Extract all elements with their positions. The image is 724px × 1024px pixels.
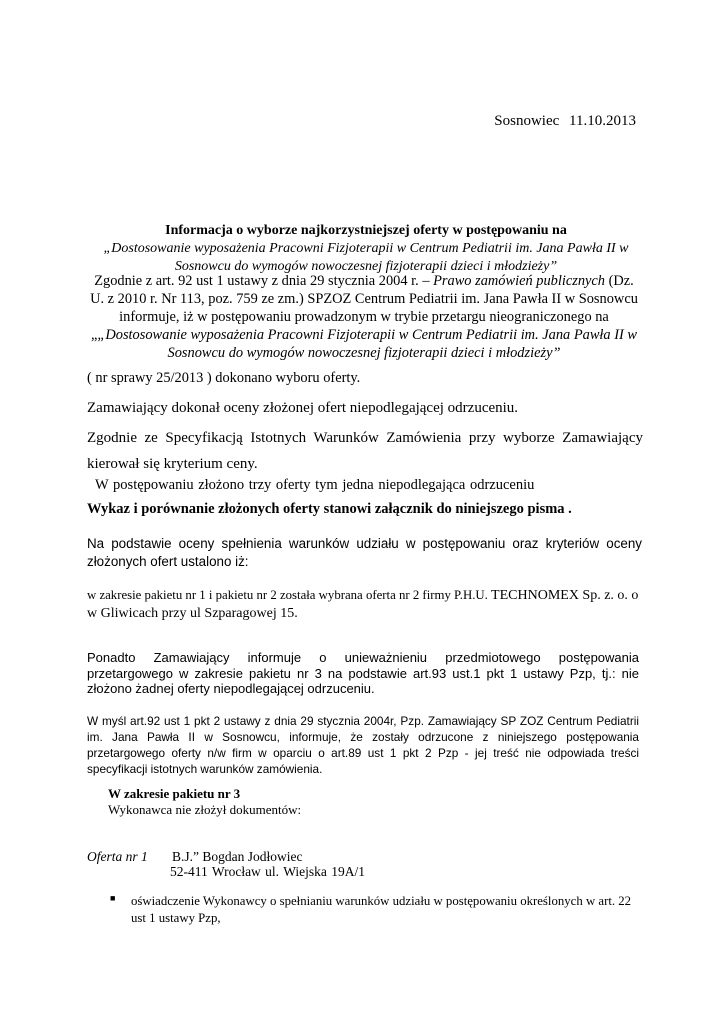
paragraph-evaluation: Zamawiający dokonał oceny złożonej ofert niepodlegającej odrzuceniu. [87,400,519,416]
intro-law-name: Prawo zamówień publicznych [433,273,605,289]
paragraph-attachment-note: Wykaz i porównanie złożonych oferty stanowi załącznik do niniejszego pisma . [87,501,572,517]
paragraph-annulment: Ponadto Zamawiający informuje o unieważnieniu przedmiotowego postępowania przetargowego w zakresie pakietu nr 3 na podstawie art.93 ust.1 pkt 1 ustawy Pzp, tj.: nie złożono żadnej oferty niepodlegającej odrzuceniu. [87,650,639,696]
case-number-line: ( nr sprawy 25/2013 ) dokonano wyboru oferty. [87,370,361,386]
intro-subject: „Dostosowanie wyposażenia Pracowni Fizjoterapii w Centrum Pediatrii im. Jana Pawła II w Sosnowcu do wymogów nowoczesnej fizjoterapii dzieci i młodzieży” [97,327,638,361]
package-3-note: Wykonawca nie złożył dokumentów: [108,802,302,817]
selected-offer-text-1: w zakresie pakietu nr 1 i pakietu nr 2 została wybrana oferta nr 2 firmy P.H.U. [87,588,492,602]
paragraph-selected-offer [87,586,639,623]
bullet-item: oświadczenie Wykonawcy o spełnianiu warunków udziału w postępowaniu określonych w art. 22 ust 1 ustawy Pzp, [131,894,632,925]
paragraph-assessment: Na podstawie oceny spełnienia warunków udziału w postępowaniu oraz kryteriów oceny złożonych ofert ustalono iż: [87,536,642,569]
intro-text-1: Zgodnie z art. 92 ust 1 ustawy z dnia 29 stycznia 2004 r. – [94,273,434,289]
offer-company-name: B.J.” Bogdan Jodłowiec [172,849,303,864]
title-subject: „Dostosowanie wyposażenia Pracowni Fizjoterapii w Centrum Pediatrii im. Jana Pawła II w Sosnowcu do wymogów nowoczesnej fizjoterapii dzieci i młodzieży” [103,241,629,274]
package-3-heading: W zakresie pakietu nr 3 [108,786,241,801]
square-bullet-icon: ■ [110,893,116,903]
paragraph-rejection: W myśl art.92 ust 1 pkt 2 ustawy z dnia 29 stycznia 2004r, Pzp. Zamawiający SP ZOZ Centrum Pediatrii im. Jana Pawła II w Sosnowcu, informuje, że zostały odrzucone z niniejszego postępowania przetargowego oferty n/w firm w oparciu o art.89 ust 1 pkt 2 Pzp - jej treść nie odpowiada treści specyfikacji istotnych warunków zamówienia. [87,714,639,776]
title-heading: Informacja o wyborze najkorzystniejszej oferty w postępowaniu na [165,223,567,238]
paragraph-offers-count: W postępowaniu złożono trzy oferty tym jedna niepodlegająca odrzuceniu [95,477,535,493]
intro-paragraph [86,272,642,362]
offer-company-address: 52-411 Wrocław ul. Wiejska 19A/1 [170,864,366,879]
selected-offer-text-2: TECHNOMEX Sp. z. o. o w Gliwicach przy ul Szparagowej 15. [87,588,639,621]
date-line: Sosnowiec 11.10.2013 [494,113,636,129]
intro-text-2: (Dz. U. z 2010 r. Nr 113, poz. 759 ze zm.) SPZOZ Centrum Pediatrii im. Jana Pawła II w Sosnowcu informuje, iż w postępowaniu prowadzonym w trybie przetargu nieograniczonego na „ [90,273,638,343]
offer-label: Oferta nr 1 [87,849,148,864]
document-title [96,222,636,276]
paragraph-criterion: Zgodnie ze Specyfikacją Istotnych Warunków Zamówienia przy wyborze Zamawiający kierował się kryterium ceny. [87,430,643,472]
